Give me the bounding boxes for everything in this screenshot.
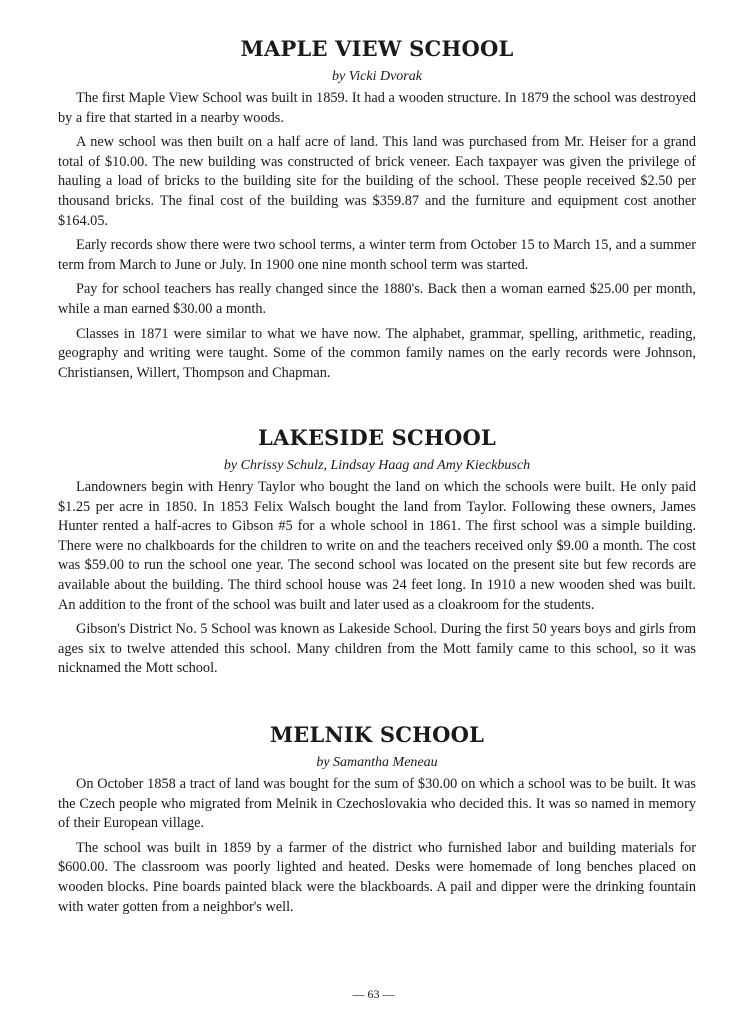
melnik-section <box>58 722 696 922</box>
paragraph: The school was built in 1859 by a farmer of the district who furnished labor and building materials for $600.00. The classroom was poorly lighted and heated. Desks were homemade of long benches placed on wooden blocks. Pine boards painted black were the blackboards. A pail and dipper were the drinking fountain with water gotten from a neighbor's well. <box>58 839 696 915</box>
paragraph: Early records show there were two school terms, a winter term from October 15 to March 15, and a summer term from March to June or July. In 1900 one nine month school term was started. <box>58 237 696 273</box>
section-title: MELNIK SCHOOL <box>269 722 485 747</box>
section-title: LAKESIDE SCHOOL <box>258 425 496 450</box>
section-title: MAPLE VIEW SCHOOL <box>240 36 514 61</box>
paragraph: The first Maple View School was built in 1859. It had a wooden structure. In 1879 the school was destroyed by a fire that started in a nearby woods. <box>58 90 696 126</box>
byline: by Chrissy Schulz, Lindsay Haag and Amy Kieckbusch <box>223 458 531 473</box>
lakeside-section <box>58 425 696 684</box>
paragraph: Classes in 1871 were similar to what we have now. The alphabet, grammar, spelling, arithmetic, reading, geography and writing were taught. Some of the common family names on the early records were Johnson, Christiansen, Willert, Thompson and Chapman. <box>58 325 696 381</box>
paragraph: Pay for school teachers has really changed since the 1880's. Back then a woman earned $25.00 per month, while a man earned $30.00 a month. <box>58 281 696 317</box>
byline: by Vicki Dvorak <box>332 69 422 84</box>
page-number: — 63 — <box>352 987 395 1001</box>
byline: by Samantha Meneau <box>316 755 438 770</box>
maple-view-section <box>58 36 696 388</box>
paragraph: A new school was then built on a half acre of land. This land was purchased from Mr. Heiser for a grand total of $10.00. The new building was constructed of brick veneer. Each taxpayer was given the privilege of hauling a load of bricks to the building site for the building of the school. These people received $2.50 per thousand bricks. The final cost of the building was $359.87 and the furniture and equipment cost another $164.05. <box>58 134 696 229</box>
paragraph: Gibson's District No. 5 School was known as Lakeside School. During the first 50 years boys and girls from ages six to twelve attended this school. Many children from the Mott family came to this school, so it was nicknamed the Mott school. <box>58 621 696 677</box>
paragraph: On October 1858 a tract of land was bought for the sum of $30.00 on which a school was to be built. It was the Czech people who migrated from Melnik in Czechoslovakia who decided this. It was so named in memory of their European village. <box>58 776 696 832</box>
paragraph: Landowners begin with Henry Taylor who bought the land on which the schools were built. He only paid $1.25 per acre in 1850. In 1853 Felix Walsch bought the land from Taylor. Following these owners, James Hunter rented a half-acres to Gibson #5 for a whole school in 1861. The first school was a simple building. There were no chalkboards for the children to write on and the teachers received only $9.00 a month. The cost was $59.00 to run the school one year. The second school was located on the present site but few records are available about the building. The third school house was 24 feet long. In 1910 a new wooden shed was built. An addition to the front of the school was built and later used as a cloakroom for the students. <box>58 479 696 613</box>
